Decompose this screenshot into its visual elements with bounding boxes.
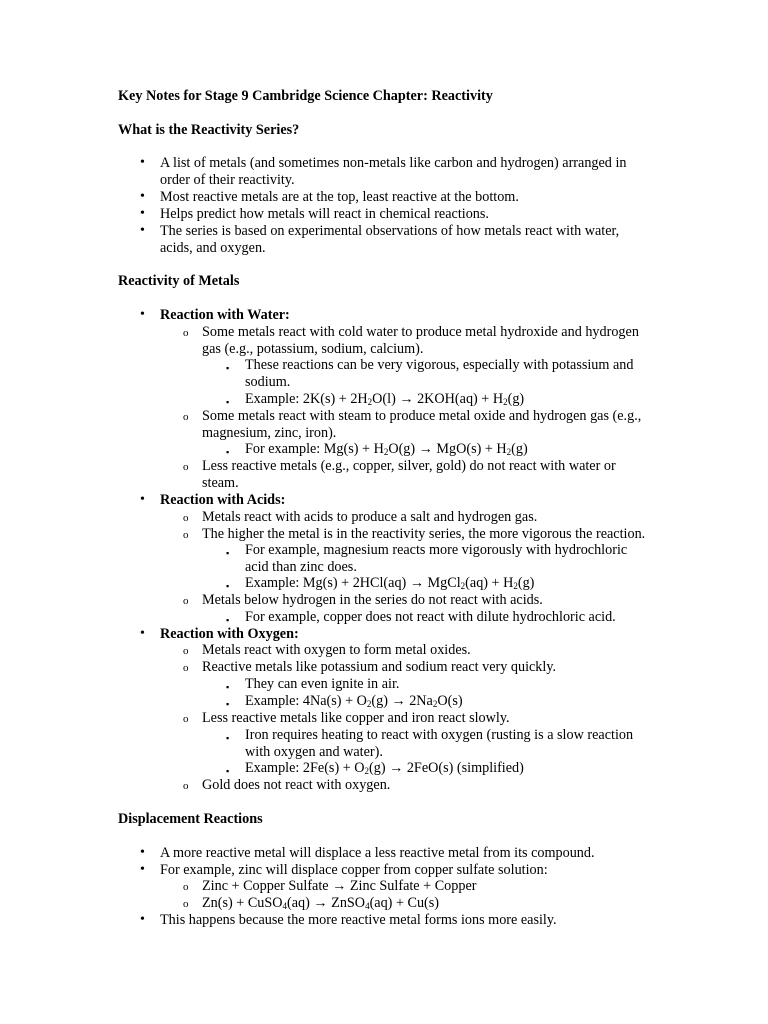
eq-part: (aq) → ZnSO <box>287 895 366 911</box>
equation <box>245 760 524 777</box>
list-item: Some metals react with cold water to produce metal hydroxide and hydrogen <box>202 324 639 340</box>
eq-part: (aq) + H <box>465 575 514 591</box>
section-heading-displacement: Displacement Reactions <box>118 811 263 827</box>
eq-part: O(s) <box>437 693 463 709</box>
list-item-continuation: magnesium, zinc, iron). <box>202 425 337 441</box>
eq-part: Example: Mg(s) + 2HCl(aq) → MgCl <box>245 575 461 591</box>
section-heading-reactivity-of-metals: Reactivity of Metals <box>118 273 240 289</box>
square-marker: ▪ <box>226 699 230 709</box>
eq-part: Example: 2Fe(s) + O <box>245 760 365 776</box>
list-item-continuation: acid than zinc does. <box>245 559 357 575</box>
list-item: A list of metals (and sometimes non-metals like carbon and hydrogen) arranged in <box>160 155 627 171</box>
square-marker: ▪ <box>226 766 230 776</box>
eq-part: For example: Mg(s) + H <box>245 441 384 457</box>
circle-marker: o <box>183 780 189 792</box>
circle-marker: o <box>183 898 189 910</box>
eq-part: O(g) → MgO(s) + H <box>388 441 507 457</box>
list-item: Helps predict how metals will react in chemical reactions. <box>160 206 489 222</box>
eq-subscript: 2 <box>366 699 372 709</box>
list-item: For example, zinc will displace copper from copper sulfate solution: <box>160 862 548 878</box>
square-marker: ▪ <box>226 615 230 625</box>
subheading-oxygen: Reaction with Oxygen: <box>160 626 299 642</box>
circle-marker: o <box>183 327 189 339</box>
list-item: Iron requires heating to react with oxygen (rusting is a slow reaction <box>245 727 634 743</box>
list-item: Metals below hydrogen in the series do not react with acids. <box>202 592 543 608</box>
equation <box>245 575 534 592</box>
bullet-marker: • <box>140 307 145 322</box>
equation <box>245 693 463 710</box>
document-title: Key Notes for Stage 9 Cambridge Science Chapter: Reactivity <box>118 88 493 104</box>
eq-part: Example: 4Na(s) + O <box>245 693 367 709</box>
list-item: Metals react with acids to produce a salt and hydrogen gas. <box>202 509 538 525</box>
square-marker: ▪ <box>226 447 230 457</box>
circle-marker: o <box>183 662 189 674</box>
list-item: For example, magnesium reacts more vigorously with hydrochloric <box>245 542 628 558</box>
eq-subscript: 2 <box>364 766 370 776</box>
bullet-marker: • <box>140 492 145 507</box>
square-marker: ▪ <box>226 548 230 558</box>
list-item: Gold does not react with oxygen. <box>202 777 391 793</box>
list-item-continuation: acids, and oxygen. <box>160 240 266 256</box>
list-item: The higher the metal is in the reactivity series, the more vigorous the reaction. <box>202 526 646 542</box>
list-item: Reactive metals like potassium and sodium react very quickly. <box>202 659 557 675</box>
bullet-marker: • <box>140 626 145 641</box>
eq-part: (g) <box>517 575 535 591</box>
circle-marker: o <box>183 645 189 657</box>
eq-part: Example: 2K(s) + 2H <box>245 391 368 407</box>
list-item: This happens because the more reactive metal forms ions more easily. <box>160 912 557 928</box>
list-item: Less reactive metals like copper and iron react slowly. <box>202 710 510 726</box>
circle-marker: o <box>183 595 189 607</box>
list-item: For example, copper does not react with dilute hydrochloric acid. <box>245 609 616 625</box>
eq-subscript: 2 <box>513 581 518 591</box>
circle-marker: o <box>183 529 189 541</box>
square-marker: ▪ <box>226 581 230 591</box>
bullet-marker: • <box>140 189 145 204</box>
equation <box>245 391 524 408</box>
eq-subscript: 4 <box>282 901 288 911</box>
equation <box>245 441 528 458</box>
subheading-water: Reaction with Water: <box>160 307 290 323</box>
circle-marker: o <box>183 411 189 423</box>
list-item-continuation: order of their reactivity. <box>160 172 295 188</box>
list-item: They can even ignite in air. <box>245 676 400 692</box>
eq-part: (g) → 2FeO(s) (simplified) <box>369 760 524 776</box>
bullet-marker: • <box>140 912 145 927</box>
list-item: Most reactive metals are at the top, least reactive at the bottom. <box>160 189 519 205</box>
bullet-marker: • <box>140 206 145 221</box>
circle-marker: o <box>183 512 189 524</box>
eq-part: (aq) + Cu(s) <box>369 895 440 911</box>
bullet-marker: • <box>140 155 145 170</box>
list-item-continuation: with oxygen and water). <box>245 744 383 760</box>
eq-part: O(l) → 2KOH(aq) + H <box>372 391 504 407</box>
eq-part: Zn(s) + CuSO <box>202 895 283 911</box>
list-item: Some metals react with steam to produce metal oxide and hydrogen gas (e.g., <box>202 408 642 424</box>
eq-subscript: 2 <box>432 699 438 709</box>
list-item: Metals react with oxygen to form metal oxides. <box>202 642 471 658</box>
bullet-marker: • <box>140 223 145 238</box>
circle-marker: o <box>183 713 189 725</box>
eq-subscript: 2 <box>460 581 466 591</box>
square-marker: ▪ <box>226 363 230 373</box>
section-heading-reactivity-series: What is the Reactivity Series? <box>118 122 300 138</box>
list-item-continuation: steam. <box>202 475 239 491</box>
circle-marker: o <box>183 881 189 893</box>
list-item: The series is based on experimental observations of how metals react with water, <box>160 223 620 239</box>
list-item: Less reactive metals (e.g., copper, silver, gold) do not react with water or <box>202 458 616 474</box>
equation <box>202 895 439 912</box>
eq-subscript: 2 <box>506 447 512 457</box>
square-marker: ▪ <box>226 733 230 743</box>
list-item: Zinc + Copper Sulfate → Zinc Sulfate + Copper <box>202 878 477 894</box>
eq-subscript: 2 <box>367 397 373 407</box>
subheading-acids: Reaction with Acids: <box>160 492 286 508</box>
eq-part: (g) <box>511 441 528 457</box>
list-item-continuation: gas (e.g., potassium, sodium, calcium). <box>202 341 424 357</box>
list-item: These reactions can be very vigorous, especially with potassium and <box>245 357 634 373</box>
list-item-continuation: sodium. <box>245 374 291 390</box>
eq-part: (g) → 2Na <box>371 693 433 709</box>
square-marker: ▪ <box>226 397 230 407</box>
list-item: A more reactive metal will displace a less reactive metal from its compound. <box>160 845 595 861</box>
eq-subscript: 2 <box>383 447 389 457</box>
bullet-marker: • <box>140 862 145 877</box>
bullet-marker: • <box>140 845 145 860</box>
eq-subscript: 2 <box>503 397 508 407</box>
eq-part: (g) <box>507 391 525 407</box>
eq-subscript: 4 <box>365 901 370 911</box>
circle-marker: o <box>183 461 189 473</box>
square-marker: ▪ <box>226 682 230 692</box>
